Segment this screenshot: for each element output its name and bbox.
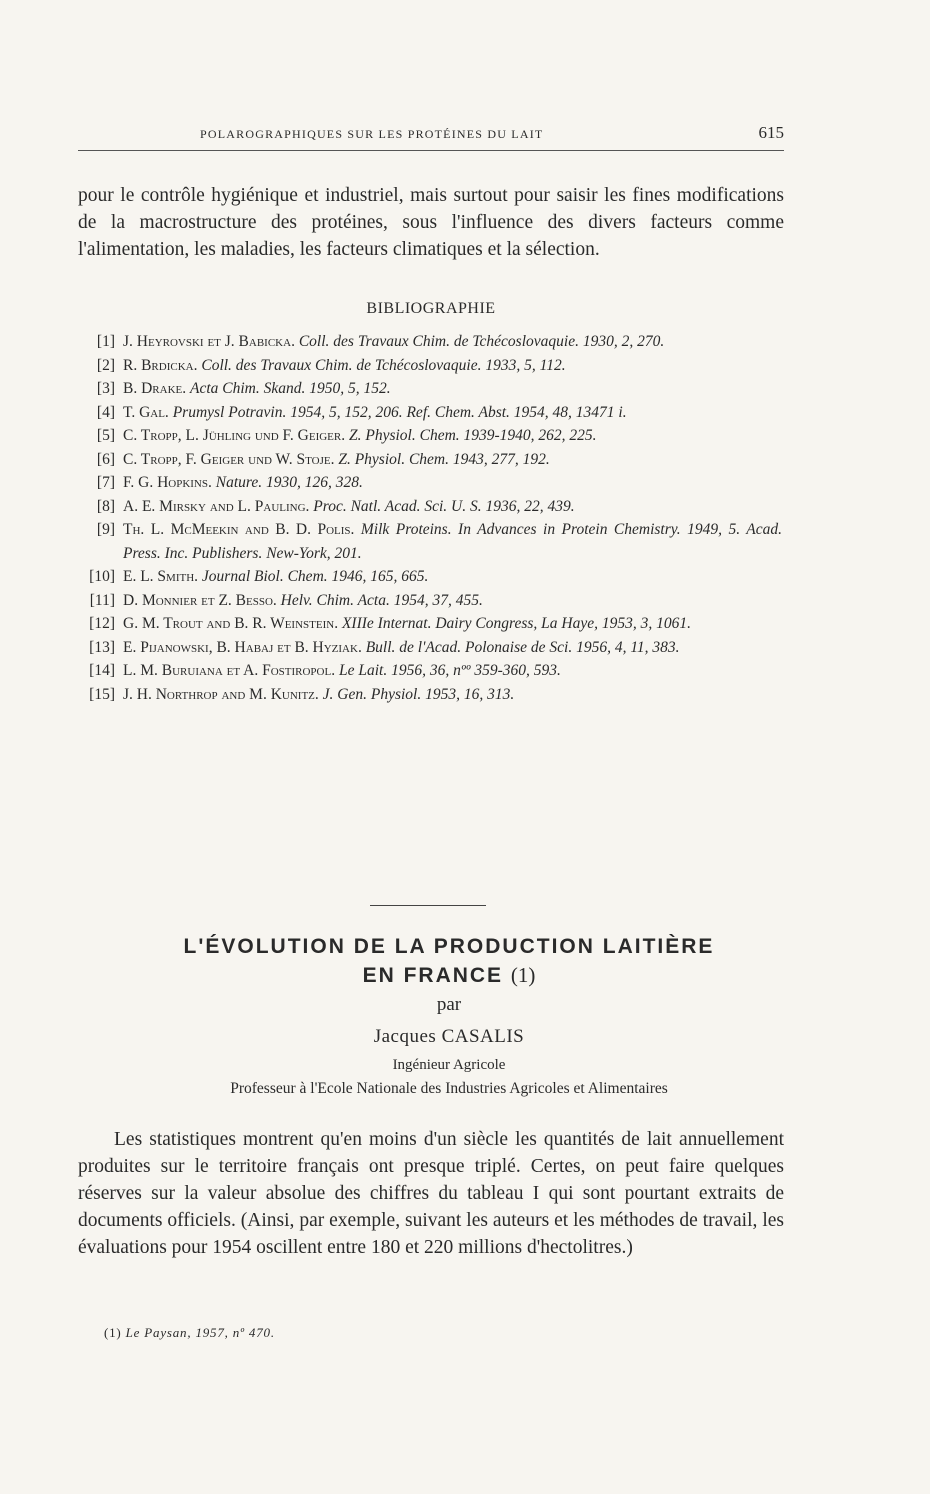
article-title-text: EN FRANCE [362,964,504,987]
author-affiliation: Professeur à l'Ecole Nationale des Industries Agricoles et Alimentaires [230,1080,668,1097]
running-header [78,124,784,151]
reference-item [78,683,784,707]
page-number: 615 [758,123,784,142]
reference-source: Prumysl Potravin. 1954, 5, 152, 206. Ref. Chem. Abst. 1954, 48, 13471 i. [172,403,627,421]
reference-item [78,330,784,354]
reference-source: Coll. des Travaux Chim. de Tchécoslovaquie. 1930, 2, 270. [298,333,665,350]
reference-source: J. Gen. Physiol. 1953, 16, 313. [322,685,515,703]
reference-source: Journal Biol. Chem. 1946, 165, 665. [201,568,429,585]
article-paragraph: Les statistiques montrent qu'en moins d'un siècle les quantités de lait annuellement produites sur le territoire français ont presque triplé. Certes, on peut faire quelques réserves sur la valeur absolue des chiffres du tableau I qui sont pourtant extraits de documents officiels. (Ainsi, par exemple, suivant les auteurs et les méthodes de travail, les évaluations pour 1954 oscillent entre 180 et 220 millions d'hectolitres.) [78,1129,784,1258]
reference-authors: E. L. Smith. [123,568,199,585]
article-title-line-2 [78,961,820,990]
footnote-marker: (1) [510,963,536,987]
reference-number: [15] [89,685,115,703]
reference-item [78,448,784,472]
reference-item [78,471,784,495]
reference-source: Proc. Natl. Acad. Sci. U. S. 1936, 22, 439. [313,497,575,515]
reference-source: Milk Proteins. In Advances in Protein Chemistry. 1949, 5. Acad. Press. Inc. Publishers. New-York, 201. [123,521,783,562]
reference-authors: C. Tropp, F. Geiger und W. Stoje. [123,450,335,468]
reference-authors: T. Gal. [123,403,169,421]
reference-source: Z. Physiol. Chem. 1943, 277, 192. [338,450,550,468]
reference-number: [3] [96,380,115,397]
reference-item [78,424,784,448]
reference-source: Coll. des Travaux Chim. de Tchécoslovaquie. 1933, 5, 112. [201,356,566,374]
reference-item [78,495,784,519]
reference-authors: G. M. Trout and B. R. Weinstein. [123,615,339,632]
reference-authors: C. Tropp, L. Jühling und F. Geiger. [123,427,346,444]
reference-item [78,401,784,425]
reference-item [78,354,784,378]
footnote-number: (1) [104,1325,122,1340]
reference-item [78,589,784,613]
reference-number: [1] [96,333,115,350]
reference-number: [11] [89,591,115,609]
running-title: POLAROGRAPHIQUES SUR LES PROTÉINES DU LAIT [200,127,544,141]
reference-number: [6] [96,450,115,468]
reference-authors: J. H. Northrop and M. Kunitz. [123,685,319,703]
reference-number: [8] [96,497,115,515]
reference-source: Nature. 1930, 126, 328. [215,474,363,491]
intro-paragraph: pour le contrôle hygiénique et industriel, mais surtout pour saisir les fines modifications de la macrostructure des protéines, sous l'influence des divers facteurs comme l'alimentation, les maladies, les facteurs climatiques et la sélection. [78,185,784,260]
bibliography-heading: BIBLIOGRAPHIE [366,300,496,317]
reference-number: [7] [96,474,115,491]
reference-authors: R. Brdicka. [123,356,198,374]
reference-number: [4] [96,403,115,421]
reference-authors: D. Monnier et Z. Besso. [123,591,277,609]
reference-number: [10] [89,568,115,585]
reference-number: [2] [96,356,115,374]
reference-number: [9] [96,521,115,538]
article-title [78,932,820,990]
author-role: Ingénieur Agricole [392,1057,506,1073]
author-name: Jacques CASALIS [373,1026,525,1047]
reference-authors: J. Heyrovski et J. Babicka. [123,333,295,350]
reference-item [78,377,784,401]
reference-authors: L. M. Buruiana et A. Fostiropol. [123,662,336,679]
footnote-text: Le Paysan, 1957, nº 470. [125,1325,275,1340]
reference-number: [13] [89,638,115,656]
reference-item [78,612,784,636]
reference-authors: A. E. Mirsky and L. Pauling. [123,497,310,515]
reference-source: Acta Chim. Skand. 1950, 5, 152. [189,380,391,397]
reference-item [78,636,784,660]
reference-authors: E. Pijanowski, B. Habaj et B. Hyziak. [123,638,362,656]
reference-source: Bull. de l'Acad. Polonaise de Sci. 1956, 4, 11, 383. [365,638,680,656]
footnote [104,1325,275,1341]
section-divider [370,905,486,906]
reference-authors: Th. L. McMeekin and B. D. Polis. [123,521,355,538]
reference-item [78,565,784,589]
reference-source: XIIIe Internat. Dairy Congress, La Haye, 1953, 3, 1061. [341,615,691,632]
reference-number: [12] [89,615,115,632]
reference-authors: F. G. Hopkins. [123,474,212,491]
reference-item [78,518,784,565]
reference-source: Le Lait. 1956, 36, nºº 359-360, 593. [338,662,561,679]
article-title-line-1: L'ÉVOLUTION DE LA PRODUCTION LAITIÈRE [183,935,715,958]
reference-item [78,659,784,683]
reference-number: [5] [96,427,115,444]
reference-source: Helv. Chim. Acta. 1954, 37, 455. [280,591,483,609]
reference-number: [14] [89,662,115,679]
reference-authors: B. Drake. [123,380,187,397]
byline-par: par [436,994,462,1015]
reference-source: Z. Physiol. Chem. 1939-1940, 262, 225. [349,427,597,444]
bibliography-list [78,330,784,706]
